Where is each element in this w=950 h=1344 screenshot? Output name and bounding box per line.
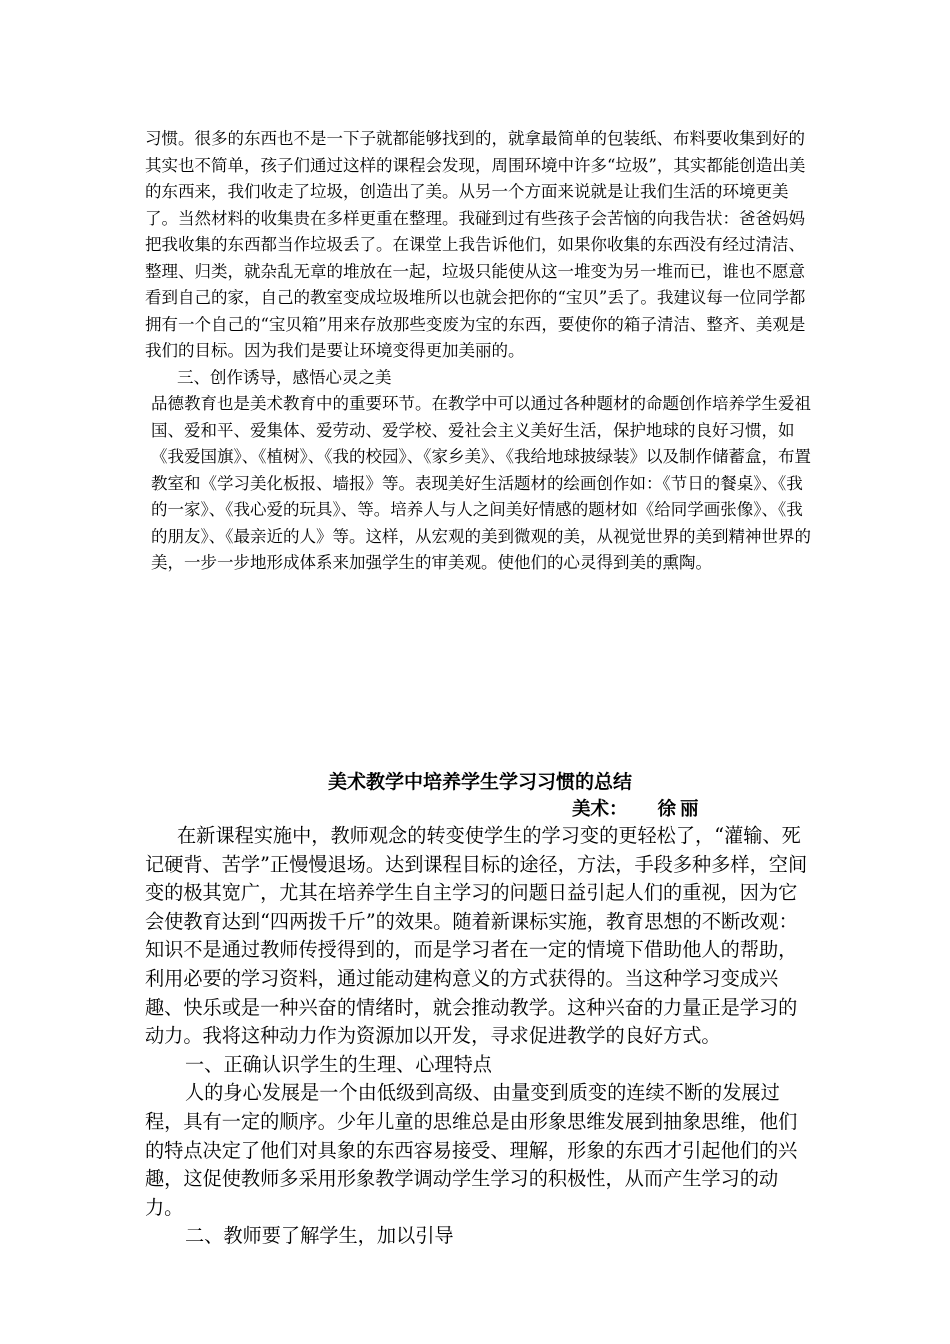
document-title: 美术教学中培养学生学习习惯的总结 bbox=[327, 771, 632, 793]
paragraph-development: 人的身心发展是一个由低级到高级、由量变到质变的连续不断的发展过程，具有一定的顺序。少年儿童的思维总是由形象思维发展到抽象思维，他们的特点决定了他们对具象的东西容易接受、理解，形象的东西才引起他们的兴趣，这促使教师多采用形象教学调动学生学习的积极性，从而产生学习的动力。 bbox=[145, 1081, 798, 1219]
document-section-1 bbox=[145, 126, 815, 577]
heading-creation-guidance: 三、创作诱导，感悟心灵之美 bbox=[177, 367, 392, 387]
author-line bbox=[572, 796, 703, 824]
paragraph-moral-education: 品德教育也是美术教育中的重要环节。在教学中可以通过各种题材的命题创作培养学生爱祖国、爱和平、爱集体、爱劳动、爱学校、爱社会主义美好生活，保护地球的良好习惯，如《我爱国旗》、《植树》、《我的校园》、《家乡美》、《我给地球披绿装》以及制作储蓄盒，布置教室和《学习美化板报、墙报》等。表现美好生活题材的绘画创作如：《节日的餐桌》、《我的一家》、《我心爱的玩具》、等。培养人与人之间美好情感的题材如《给同学画张像》、《我的朋友》、《最亲近的人》等。这样，从宏观的美到微观的美，从视觉世界的美到精神世界的美，一步一步地形成体系来加强学生的审美观。使他们的心灵得到美的熏陶。 bbox=[151, 394, 811, 572]
heading-teacher-guidance: 二、教师要了解学生，加以引导 bbox=[185, 1224, 454, 1248]
document-section-2 bbox=[145, 822, 815, 1251]
author-name: 徐丽 bbox=[657, 799, 703, 820]
author-label: 美术： bbox=[572, 799, 628, 820]
heading-student-characteristics: 一、正确认识学生的生理、心理特点 bbox=[185, 1052, 492, 1076]
paragraph-materials: 习惯。很多的东西也不是一下子就都能够找到的，就拿最简单的包装纸、布料要收集到好的其实也不简单，孩子们通过这样的课程会发现，周围环境中许多“垃圾”，其实都能创造出美的东西来，我们收走了垃圾，创造出了美。从另一个方面来说就是让我们生活的环境更美了。当然材料的收集贵在多样更重在整理。我碰到过有些孩子会苦恼的向我告状：爸爸妈妈把我收集的东西都当作垃圾丢了。在课堂上我告诉他们，如果你收集的东西没有经过清洁、整理、归类，就杂乱无章的堆放在一起，垃圾只能使从这一堆变为另一堆而已，谁也不愿意看到自己的家，自己的教室变成垃圾堆所以也就会把你的“宝贝”丢了。我建议每一位同学都拥有一个自己的“宝贝箱”用来存放那些变废为宝的东西，要使你的箱子清洁、整齐、美观是我们的目标。因为我们是要让环境变得更加美丽的。 bbox=[145, 129, 806, 360]
paragraph-intro: 在新课程实施中，教师观念的转变使学生的学习变的更轻松了，“灌输、死记硬背、苦学”正慢慢退场。达到课程目标的途径，方法，手段多种多样，空间变的极其宽广，尤其在培养学生自主学习的问题日益引起人们的重视，因为它会使教育达到“四两拨千斤”的效果。随着新课标实施，教育思想的不断改观：知识不是通过教师传授得到的，而是学习者在一定的情境下借助他人的帮助，利用必要的学习资料，通过能动建构意义的方式获得的。当这种学习变成兴趣、快乐或是一种兴奋的情绪时，就会推动教学。这种兴奋的力量正是学习的动力。我将这种动力作为资源加以开发，寻求促进教学的良好方式。 bbox=[145, 824, 808, 1048]
